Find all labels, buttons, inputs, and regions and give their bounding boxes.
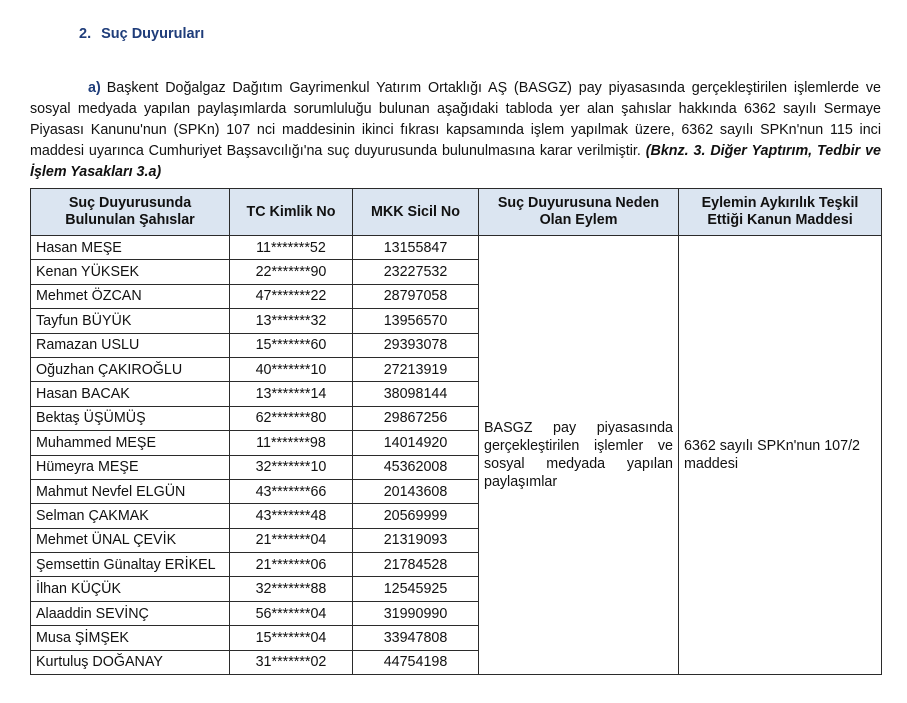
cell-name: Hasan BACAK (31, 382, 230, 406)
cell-name: Hümeyra MEŞE (31, 455, 230, 479)
table-header-row (31, 189, 882, 236)
cell-name: Hasan MEŞE (31, 236, 230, 260)
paragraph-label: a) (88, 80, 101, 96)
cell-tc: 31*******02 (230, 650, 353, 674)
cell-name: Kurtuluş DOĞANAY (31, 650, 230, 674)
cell-tc: 40*******10 (230, 357, 353, 381)
section-title: Suç Duyuruları (101, 26, 205, 42)
cell-mkk: 29393078 (353, 333, 479, 357)
cell-name: İlhan KÜÇÜK (31, 577, 230, 601)
cell-name: Muhammed MEŞE (31, 431, 230, 455)
cell-tc: 43*******48 (230, 504, 353, 528)
cell-mkk: 13956570 (353, 309, 479, 333)
cell-tc: 15*******04 (230, 626, 353, 650)
table-body (31, 236, 882, 675)
cell-mkk: 12545925 (353, 577, 479, 601)
section-heading (79, 26, 204, 42)
cell-name: Musa ŞİMŞEK (31, 626, 230, 650)
persons-table (30, 188, 882, 675)
header-action: Suç Duyurusuna Neden Olan Eylem (479, 189, 679, 236)
cell-name: Mehmet ÖZCAN (31, 284, 230, 308)
paragraph-reference: (Bknz. 3. Diğer Yaptırım, Tedbir ve İşlem Yasakları 3.a) (30, 143, 881, 180)
cell-article: 6362 sayılı SPKn'nun 107/2 maddesi (679, 236, 882, 675)
cell-tc: 21*******06 (230, 553, 353, 577)
cell-name: Alaaddin SEVİNÇ (31, 601, 230, 625)
cell-mkk: 20143608 (353, 479, 479, 503)
cell-name: Oğuzhan ÇAKIROĞLU (31, 357, 230, 381)
paragraph-text: Başkent Doğalgaz Dağıtım Gayrimenkul Yatırım Ortaklığı AŞ (BASGZ) pay piyasasında gerçekleştirilen işlemlerde ve sosyal medyada yapılan paylaşımlarda sorumluluğu bulunan aşağıdaki tabloda yer alan şahıslar hakkında 6362 sayılı Sermaye Piyasası Kanunu'nun (SPKn) 107 nci maddesinin ikinci fıkrası kapsamında işlem yapılmak üzere, 6362 sayılı SPKn'nun 115 inci maddesi uyarınca Cumhuriyet Başsavcılığı'na suç duyurusunda bulunulmasına karar verilmiştir. (30, 80, 881, 159)
cell-tc: 62*******80 (230, 406, 353, 430)
cell-tc: 11*******52 (230, 236, 353, 260)
cell-mkk: 27213919 (353, 357, 479, 381)
header-tc: TC Kimlik No (230, 189, 353, 236)
cell-mkk: 14014920 (353, 431, 479, 455)
cell-tc: 47*******22 (230, 284, 353, 308)
header-mkk: MKK Sicil No (353, 189, 479, 236)
cell-tc: 11*******98 (230, 431, 353, 455)
cell-name: Ramazan USLU (31, 333, 230, 357)
cell-tc: 21*******04 (230, 528, 353, 552)
cell-name: Selman ÇAKMAK (31, 504, 230, 528)
cell-mkk: 23227532 (353, 260, 479, 284)
cell-mkk: 31990990 (353, 601, 479, 625)
cell-mkk: 38098144 (353, 382, 479, 406)
cell-mkk: 20569999 (353, 504, 479, 528)
cell-tc: 22*******90 (230, 260, 353, 284)
cell-name: Mehmet ÜNAL ÇEVİK (31, 528, 230, 552)
cell-tc: 56*******04 (230, 601, 353, 625)
table-row (31, 236, 882, 260)
cell-mkk: 21319093 (353, 528, 479, 552)
cell-mkk: 33947808 (353, 626, 479, 650)
cell-tc: 13*******32 (230, 309, 353, 333)
decision-paragraph (30, 78, 881, 183)
cell-action: BASGZ pay piyasasında gerçekleştirilen işlemler ve sosyal medyada yapılan paylaşımlar (479, 236, 679, 675)
cell-tc: 15*******60 (230, 333, 353, 357)
cell-tc: 32*******88 (230, 577, 353, 601)
cell-name: Bektaş ÜŞÜMÜŞ (31, 406, 230, 430)
cell-name: Şemsettin Günaltay ERİKEL (31, 553, 230, 577)
cell-mkk: 13155847 (353, 236, 479, 260)
section-number: 2. (79, 26, 92, 42)
cell-mkk: 28797058 (353, 284, 479, 308)
cell-mkk: 29867256 (353, 406, 479, 430)
cell-name: Kenan YÜKSEK (31, 260, 230, 284)
cell-tc: 32*******10 (230, 455, 353, 479)
cell-name: Mahmut Nevfel ELGÜN (31, 479, 230, 503)
cell-mkk: 21784528 (353, 553, 479, 577)
cell-mkk: 44754198 (353, 650, 479, 674)
header-article: Eylemin Aykırılık Teşkil Ettiği Kanun Maddesi (679, 189, 882, 236)
cell-name: Tayfun BÜYÜK (31, 309, 230, 333)
header-persons: Suç Duyurusunda Bulunulan Şahıslar (31, 189, 230, 236)
cell-mkk: 45362008 (353, 455, 479, 479)
cell-tc: 13*******14 (230, 382, 353, 406)
cell-tc: 43*******66 (230, 479, 353, 503)
